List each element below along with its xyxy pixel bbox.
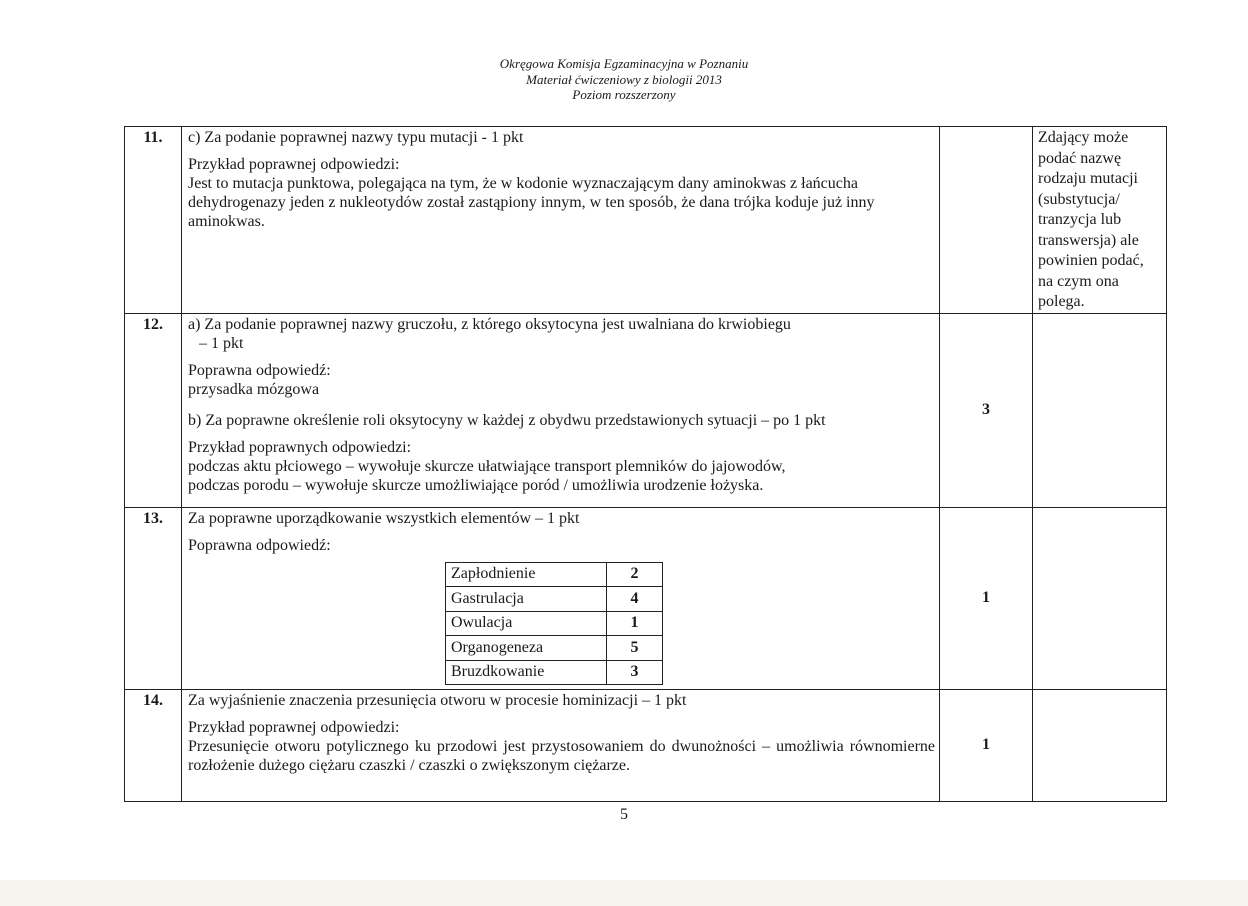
answer-b-line-2: podczas porodu – wywołuje skurcze umożliwiające poród / umożliwia urodzenie łożyska. [188,476,764,494]
answer-text: Przesunięcie otworu potylicznego ku przodowi jest przystosowaniem do dwunożności – umożliwia równomierne rozłożenie dużego ciężaru czaszki / czaszki o zwiększonym ciężarze. [188,737,935,774]
page-number: 5 [620,806,628,823]
criterion-b: b) Za poprawne określenie roli oksytocyny w każdej z obydwu przedstawionych sytuacji – po 1 pkt [188,411,826,429]
criterion: Za poprawne uporządkowanie wszystkich elementów – 1 pkt [188,509,580,527]
task-notes [1033,507,1167,689]
task-number: 11. [125,127,182,314]
stage-order: 1 [607,611,663,636]
answer-a-text: przysadka mózgowa [188,380,320,398]
stage-name: Owulacja [446,611,607,636]
task-points: 3 [940,313,1033,507]
stage-row [446,611,663,636]
stage-row [446,660,663,685]
document-header [0,56,1248,103]
task-points [940,127,1033,314]
stage-order: 5 [607,636,663,661]
scoring-table [124,126,1167,802]
answer-text: Jest to mutacja punktowa, polegająca na tym, że w kodonie wyznaczającym dany aminokwas z łańcucha dehydrogenazy jeden z nukleotydów został zastąpiony innym, w ten sposób, że dana trójka koduje już inny aminokwas. [188,175,875,230]
table-row [125,313,1167,507]
notes-text: Zdający może podać nazwę rodzaju mutacji (substytucja/ tranzycja lub transwersja) ale powinien podać, na czym ona polega. [1038,129,1144,310]
answer-label: Poprawna odpowiedź: [188,536,331,554]
stage-order: 3 [607,660,663,685]
header-level: Poziom rozszerzony [572,87,676,102]
answer-label: Przykład poprawnej odpowiedzi: [188,718,400,736]
scan-edge [0,880,1248,906]
stage-order: 4 [607,587,663,612]
stage-row [446,636,663,661]
task-content [182,689,940,801]
header-material: Materiał ćwiczeniowy z biologii 2013 [526,71,722,87]
criterion: c) Za podanie poprawnej nazwy typu mutacji - 1 pkt [188,129,524,146]
table-row [125,689,1167,801]
task-content [182,507,940,689]
table-row [125,127,1167,314]
stage-name: Bruzdkowanie [446,660,607,685]
answer-a-label: Poprawna odpowiedź: [188,361,331,379]
criterion-a-points: – 1 pkt [199,334,244,352]
task-number: 13. [125,507,182,689]
task-number: 12. [125,313,182,507]
task-notes [1033,127,1167,314]
task-notes [1033,313,1167,507]
table-row [125,507,1167,689]
answer-b-line-1: podczas aktu płciowego – wywołuje skurcze ułatwiające transport plemników do jajowodów, [188,457,786,475]
stage-order: 2 [607,562,663,587]
stages-table [445,562,663,686]
task-content [182,313,940,507]
task-points: 1 [940,689,1033,801]
task-number: 14. [125,689,182,801]
stage-name: Organogeneza [446,636,607,661]
answer-b-label: Przykład poprawnych odpowiedzi: [188,438,412,456]
stage-row [446,562,663,587]
task-content [182,127,940,314]
stage-name: Gastrulacja [446,587,607,612]
header-commission: Okręgowa Komisja Egzaminacyjna w Poznaniu [499,56,749,71]
criterion-a: a) Za podanie poprawnej nazwy gruczołu, z którego oksytocyna jest uwalniana do krwiobiegu [188,315,791,333]
criterion: Za wyjaśnienie znaczenia przesunięcia otworu w procesie hominizacji – 1 pkt [188,691,687,709]
stage-name: Zapłodnienie [446,562,607,587]
stage-row [446,587,663,612]
answer-label: Przykład poprawnej odpowiedzi: [188,156,400,173]
task-notes [1033,689,1167,801]
task-points: 1 [940,507,1033,689]
